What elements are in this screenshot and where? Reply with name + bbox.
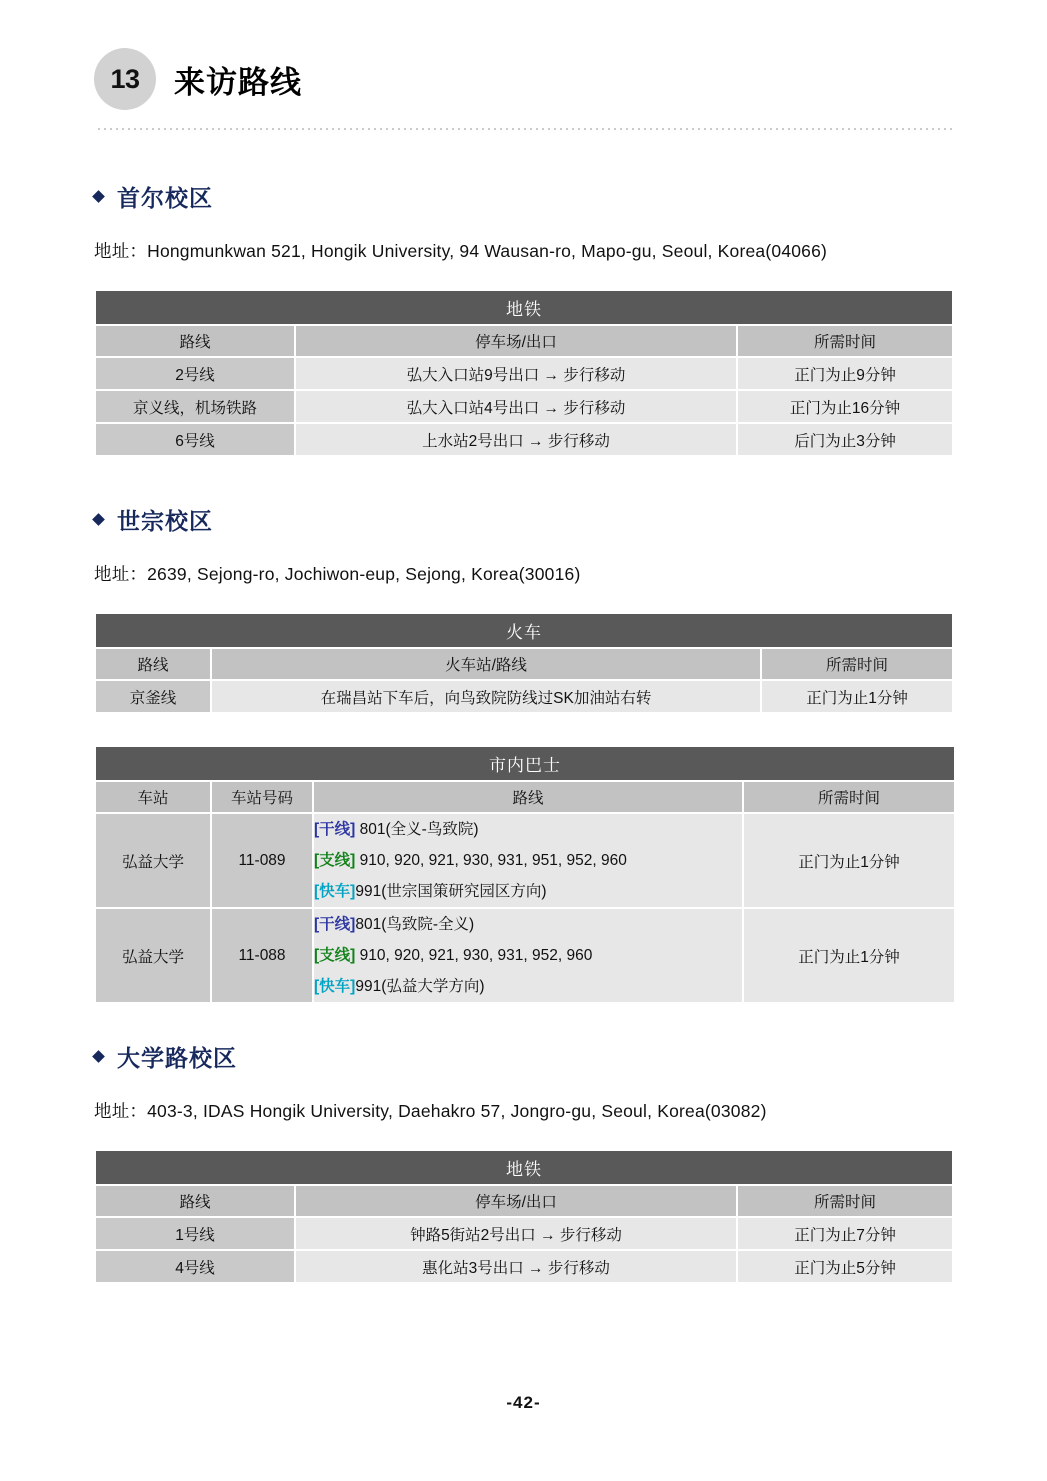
- route-text: 910, 920, 921, 930, 931, 952, 960: [355, 947, 593, 964]
- table-header-row: [96, 1186, 952, 1216]
- route-tag-express: [快车]: [314, 978, 356, 995]
- table-title-row: [96, 291, 952, 324]
- bus-route-line: [314, 971, 742, 1002]
- table-title: 市内巴士: [96, 747, 954, 780]
- bus-route-line: [314, 814, 742, 845]
- table-header-row: [96, 782, 954, 812]
- column-header-duration: 所需时间: [744, 782, 954, 812]
- cell-exit: 上水站2号出口 → 步行移动: [296, 424, 736, 455]
- section-heading-daehakro: [94, 1040, 952, 1073]
- cell-route: 京釜线: [96, 681, 210, 712]
- column-header-route: 路线: [96, 326, 294, 356]
- table-title: 地铁: [96, 291, 952, 324]
- table-header-row: [96, 326, 952, 356]
- bus-route-line: [314, 940, 742, 971]
- table-row: [96, 681, 952, 712]
- table-header-row: [96, 649, 952, 679]
- table-title: 地铁: [96, 1151, 952, 1184]
- bus-route-line: [314, 845, 742, 876]
- table-daehakro-subway: [94, 1149, 954, 1284]
- cell-route: 4号线: [96, 1251, 294, 1282]
- column-header-station: 火车站/路线: [212, 649, 760, 679]
- table-row: [96, 1251, 952, 1282]
- column-header-duration: 所需时间: [738, 326, 952, 356]
- cell-route: 6号线: [96, 424, 294, 455]
- section-heading-label: 世宗校区: [117, 508, 213, 534]
- table-row: [96, 358, 952, 389]
- route-tag-branch: [支线]: [314, 947, 356, 964]
- cell-route: 京义线，机场铁路: [96, 391, 294, 422]
- table-row: [96, 814, 954, 907]
- table-row: [96, 909, 954, 1002]
- column-header-route: 路线: [96, 649, 210, 679]
- column-header-exit: 停车场/出口: [296, 1186, 736, 1216]
- column-header-duration: 所需时间: [738, 1186, 952, 1216]
- cell-exit: 弘大入口站9号出口 → 步行移动: [296, 358, 736, 389]
- cell-station: 在瑞昌站下车后，向鸟致院防线过SK加油站右转: [212, 681, 760, 712]
- diamond-bullet-icon: [92, 190, 105, 203]
- table-title-row: [96, 747, 954, 780]
- cell-duration: 正门为止1分钟: [762, 681, 952, 712]
- table-title-row: [96, 1151, 952, 1184]
- cell-duration: 正门为止16分钟: [738, 391, 952, 422]
- section-sejong-campus: [94, 503, 952, 1004]
- table-title: 火车: [96, 614, 952, 647]
- column-header-exit: 停车场/出口: [296, 326, 736, 356]
- bus-route-line: [314, 876, 742, 907]
- cell-duration: 正门为止7分钟: [738, 1218, 952, 1249]
- bus-route-line: [314, 909, 742, 940]
- address-daehakro: 地址：403-3, IDAS Hongik University, Daehakro 57, Jongro-gu, Seoul, Korea(03082): [94, 1101, 767, 1121]
- table-seoul-subway: [94, 289, 954, 457]
- cell-routes: [314, 909, 742, 1002]
- table-title-row: [96, 614, 952, 647]
- header-divider: [96, 128, 952, 130]
- column-header-route: 路线: [96, 1186, 294, 1216]
- cell-exit: 弘大入口站4号出口 → 步行移动: [296, 391, 736, 422]
- cell-exit: 惠化站3号出口 → 步行移动: [296, 1251, 736, 1282]
- address-seoul: 地址：Hongmunkwan 521, Hongik University, 94 Wausan-ro, Mapo-gu, Seoul, Korea(04066): [94, 241, 828, 261]
- cell-route: 2号线: [96, 358, 294, 389]
- diamond-bullet-icon: [92, 1050, 105, 1063]
- cell-station-code: 11-089: [212, 814, 312, 907]
- column-header-duration: 所需时间: [762, 649, 952, 679]
- route-text: 801(鸟致院-全义): [355, 916, 475, 933]
- section-heading-seoul: [94, 180, 952, 213]
- cell-exit: 钟路5街站2号出口 → 步行移动: [296, 1218, 736, 1249]
- section-heading-sejong: [94, 503, 952, 536]
- table-sejong-city-bus: [94, 745, 956, 1004]
- cell-duration: 后门为止3分钟: [738, 424, 952, 455]
- column-header-routes: 路线: [314, 782, 742, 812]
- section-heading-label: 大学路校区: [117, 1045, 237, 1071]
- cell-routes: [314, 814, 742, 907]
- cell-station: 弘益大学: [96, 814, 210, 907]
- cell-duration: 正门为止1分钟: [744, 909, 954, 1002]
- table-sejong-train: [94, 612, 954, 714]
- route-tag-branch: [支线]: [314, 852, 356, 869]
- route-text: 910, 920, 921, 930, 931, 951, 952, 960: [355, 852, 627, 869]
- section-seoul-campus: [94, 180, 952, 457]
- route-tag-trunk: [干线]: [314, 916, 356, 933]
- cell-station-code: 11-088: [212, 909, 312, 1002]
- cell-duration: 正门为止5分钟: [738, 1251, 952, 1282]
- section-daehakro-campus: [94, 1040, 952, 1284]
- chapter-number-badge: 13: [94, 48, 156, 110]
- page-header: [94, 48, 302, 110]
- page-title: 来访路线: [174, 64, 302, 100]
- route-text: 991(弘益大学方向): [355, 978, 485, 995]
- section-heading-label: 首尔校区: [117, 185, 213, 211]
- column-header-station-code: 车站号码: [212, 782, 312, 812]
- address-sejong: 地址：2639, Sejong-ro, Jochiwon-eup, Sejong, Korea(30016): [94, 564, 581, 584]
- cell-duration: 正门为止9分钟: [738, 358, 952, 389]
- cell-station: 弘益大学: [96, 909, 210, 1002]
- cell-route: 1号线: [96, 1218, 294, 1249]
- route-text: 801(全义-鸟致院): [355, 821, 479, 838]
- route-tag-trunk: [干线]: [314, 821, 356, 838]
- route-text: 991(世宗国策研究园区方向): [355, 883, 547, 900]
- table-row: [96, 391, 952, 422]
- page-footer: -42-: [506, 1393, 541, 1412]
- diamond-bullet-icon: [92, 513, 105, 526]
- column-header-station: 车站: [96, 782, 210, 812]
- table-row: [96, 424, 952, 455]
- table-row: [96, 1218, 952, 1249]
- cell-duration: 正门为止1分钟: [744, 814, 954, 907]
- route-tag-express: [快车]: [314, 883, 356, 900]
